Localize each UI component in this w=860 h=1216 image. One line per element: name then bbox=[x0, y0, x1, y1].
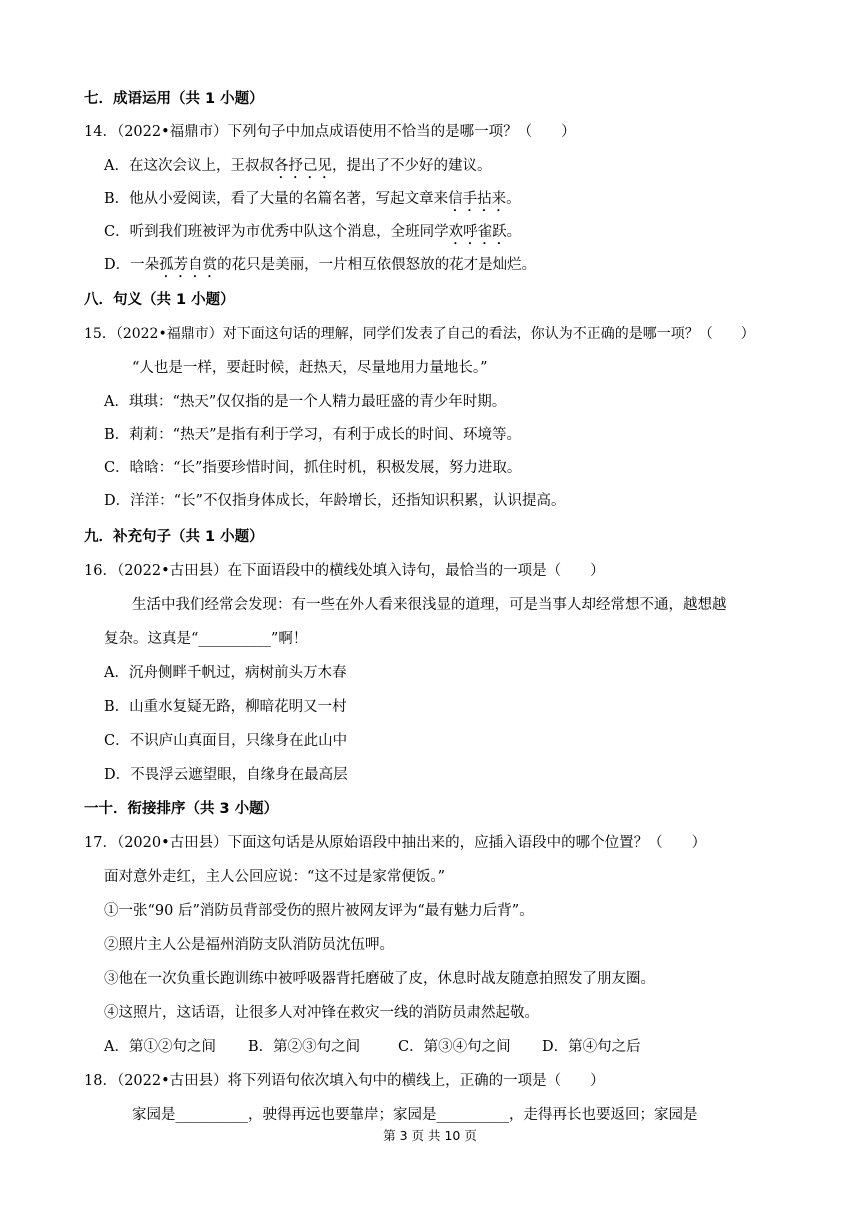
section-7-title: 七．成语运用（共 1 小题） bbox=[84, 91, 264, 107]
question-14-option-c: C．听到我们班被评为市优秀中队这个消息，全班同学欢呼雀跃。 bbox=[104, 224, 522, 240]
question-15-quote: “人也是一样，要赶时候，赶热天，尽量地用力量地长。” bbox=[132, 360, 488, 376]
question-15-option-c: C．晗晗：“长”指要珍惜时间，抓住时机，积极发展，努力进取。 bbox=[104, 460, 522, 476]
question-18-paragraph-line1: 家园是__________，驶得再远也要靠岸；家园是__________，走得再长也要返回；家园是 bbox=[132, 1107, 698, 1123]
question-17-sentence-2: ②照片主人公是福州消防支队消防员沈伍呷。 bbox=[104, 937, 394, 953]
question-16-option-a: A．沉舟侧畔千帆过，病树前头万木春 bbox=[104, 665, 347, 681]
question-18-stem: 18．（2022•古田县）将下列语句依次填入句中的横线上，正确的一项是（ ） bbox=[84, 1073, 605, 1089]
section-11-title: 一十．衔接排序（共 3 小题） bbox=[84, 801, 279, 817]
question-16-stem: 16．（2022•古田县）在下面语段中的横线处填入诗句，最恰当的一项是（ ） bbox=[84, 563, 605, 579]
question-17-options bbox=[104, 1037, 641, 1057]
question-17-insert-sentence: 面对意外走红，主人公回应说：“这不过是家常便饭。” bbox=[104, 869, 446, 885]
question-16-paragraph-line2: 复杂。这真是“__________”啊！ bbox=[104, 631, 308, 647]
question-16-paragraph-line1: 生活中我们经常会发现：有一些在外人看来很浅显的道理，可是当事人却经常想不通，越想越 bbox=[132, 597, 727, 613]
question-14-option-d: D．一朵孤芳自赏的花只是美丽，一片相互依偎怒放的花才是灿烂。 bbox=[104, 257, 537, 273]
question-17-sentence-1: ①一张“90 后”消防员背部受伤的照片被网友评为“最有魅力后背”。 bbox=[104, 903, 534, 919]
question-16-option-d: D．不畏浮云遮望眼，自缘身在最高层 bbox=[104, 767, 348, 783]
question-17-option-b: B．第②③句之间 bbox=[248, 1039, 361, 1055]
question-17-sentence-4: ④这照片，这话语，让很多人对冲锋在救灾一线的消防员肃然起敬。 bbox=[104, 1005, 539, 1021]
question-17-option-a: A．第①②句之间 bbox=[104, 1039, 216, 1055]
page-footer: 第 3 页 共 10 页 bbox=[383, 1128, 477, 1143]
question-17-stem: 17．（2020•古田县）下面这句话是从原始语段中抽出来的，应插入语段中的哪个位置？（ ） bbox=[84, 835, 707, 851]
question-14-stem: 14．（2022•福鼎市）下列句子中加点成语使用不恰当的是哪一项？（ ） bbox=[84, 124, 576, 140]
section-8-title: 八．句义（共 1 小题） bbox=[84, 292, 235, 308]
question-17-sentence-3: ③他在一次负重长跑训练中被呼吸器背托磨破了皮，休息时战友随意拍照发了朋友圈。 bbox=[104, 971, 655, 987]
question-16-option-b: B．山重水复疑无路，柳暗花明又一村 bbox=[104, 699, 347, 715]
question-14-option-a: A．在这次会议上，王叔叔各抒己见，提出了不少好的建议。 bbox=[104, 158, 492, 174]
section-9-title: 九．补充句子（共 1 小题） bbox=[84, 529, 264, 545]
question-17-option-c: C．第③④句之间 bbox=[398, 1039, 511, 1055]
question-14-option-b: B．他从小爱阅读，看了大量的名篇名著，写起文章来信手拈来。 bbox=[104, 191, 521, 207]
question-15-option-b: B．莉莉：“热天”是指有利于学习，有利于成长的时间、环境等。 bbox=[104, 427, 521, 443]
question-17-option-d: D．第④句之后 bbox=[542, 1039, 641, 1055]
question-15-stem: 15．（2022•福鼎市）对下面这句话的理解，同学们发表了自己的看法，你认为不正确的是哪一项？（ ） bbox=[84, 326, 755, 342]
question-15-option-a: A．琪琪：“热天”仅仅指的是一个人精力最旺盛的青少年时期。 bbox=[104, 394, 507, 410]
question-16-option-c: C．不识庐山真面目，只缘身在此山中 bbox=[104, 733, 348, 749]
question-15-option-d: D．洋洋：“长”不仅指身体成长，年龄增长，还指知识积累，认识提高。 bbox=[104, 493, 566, 509]
